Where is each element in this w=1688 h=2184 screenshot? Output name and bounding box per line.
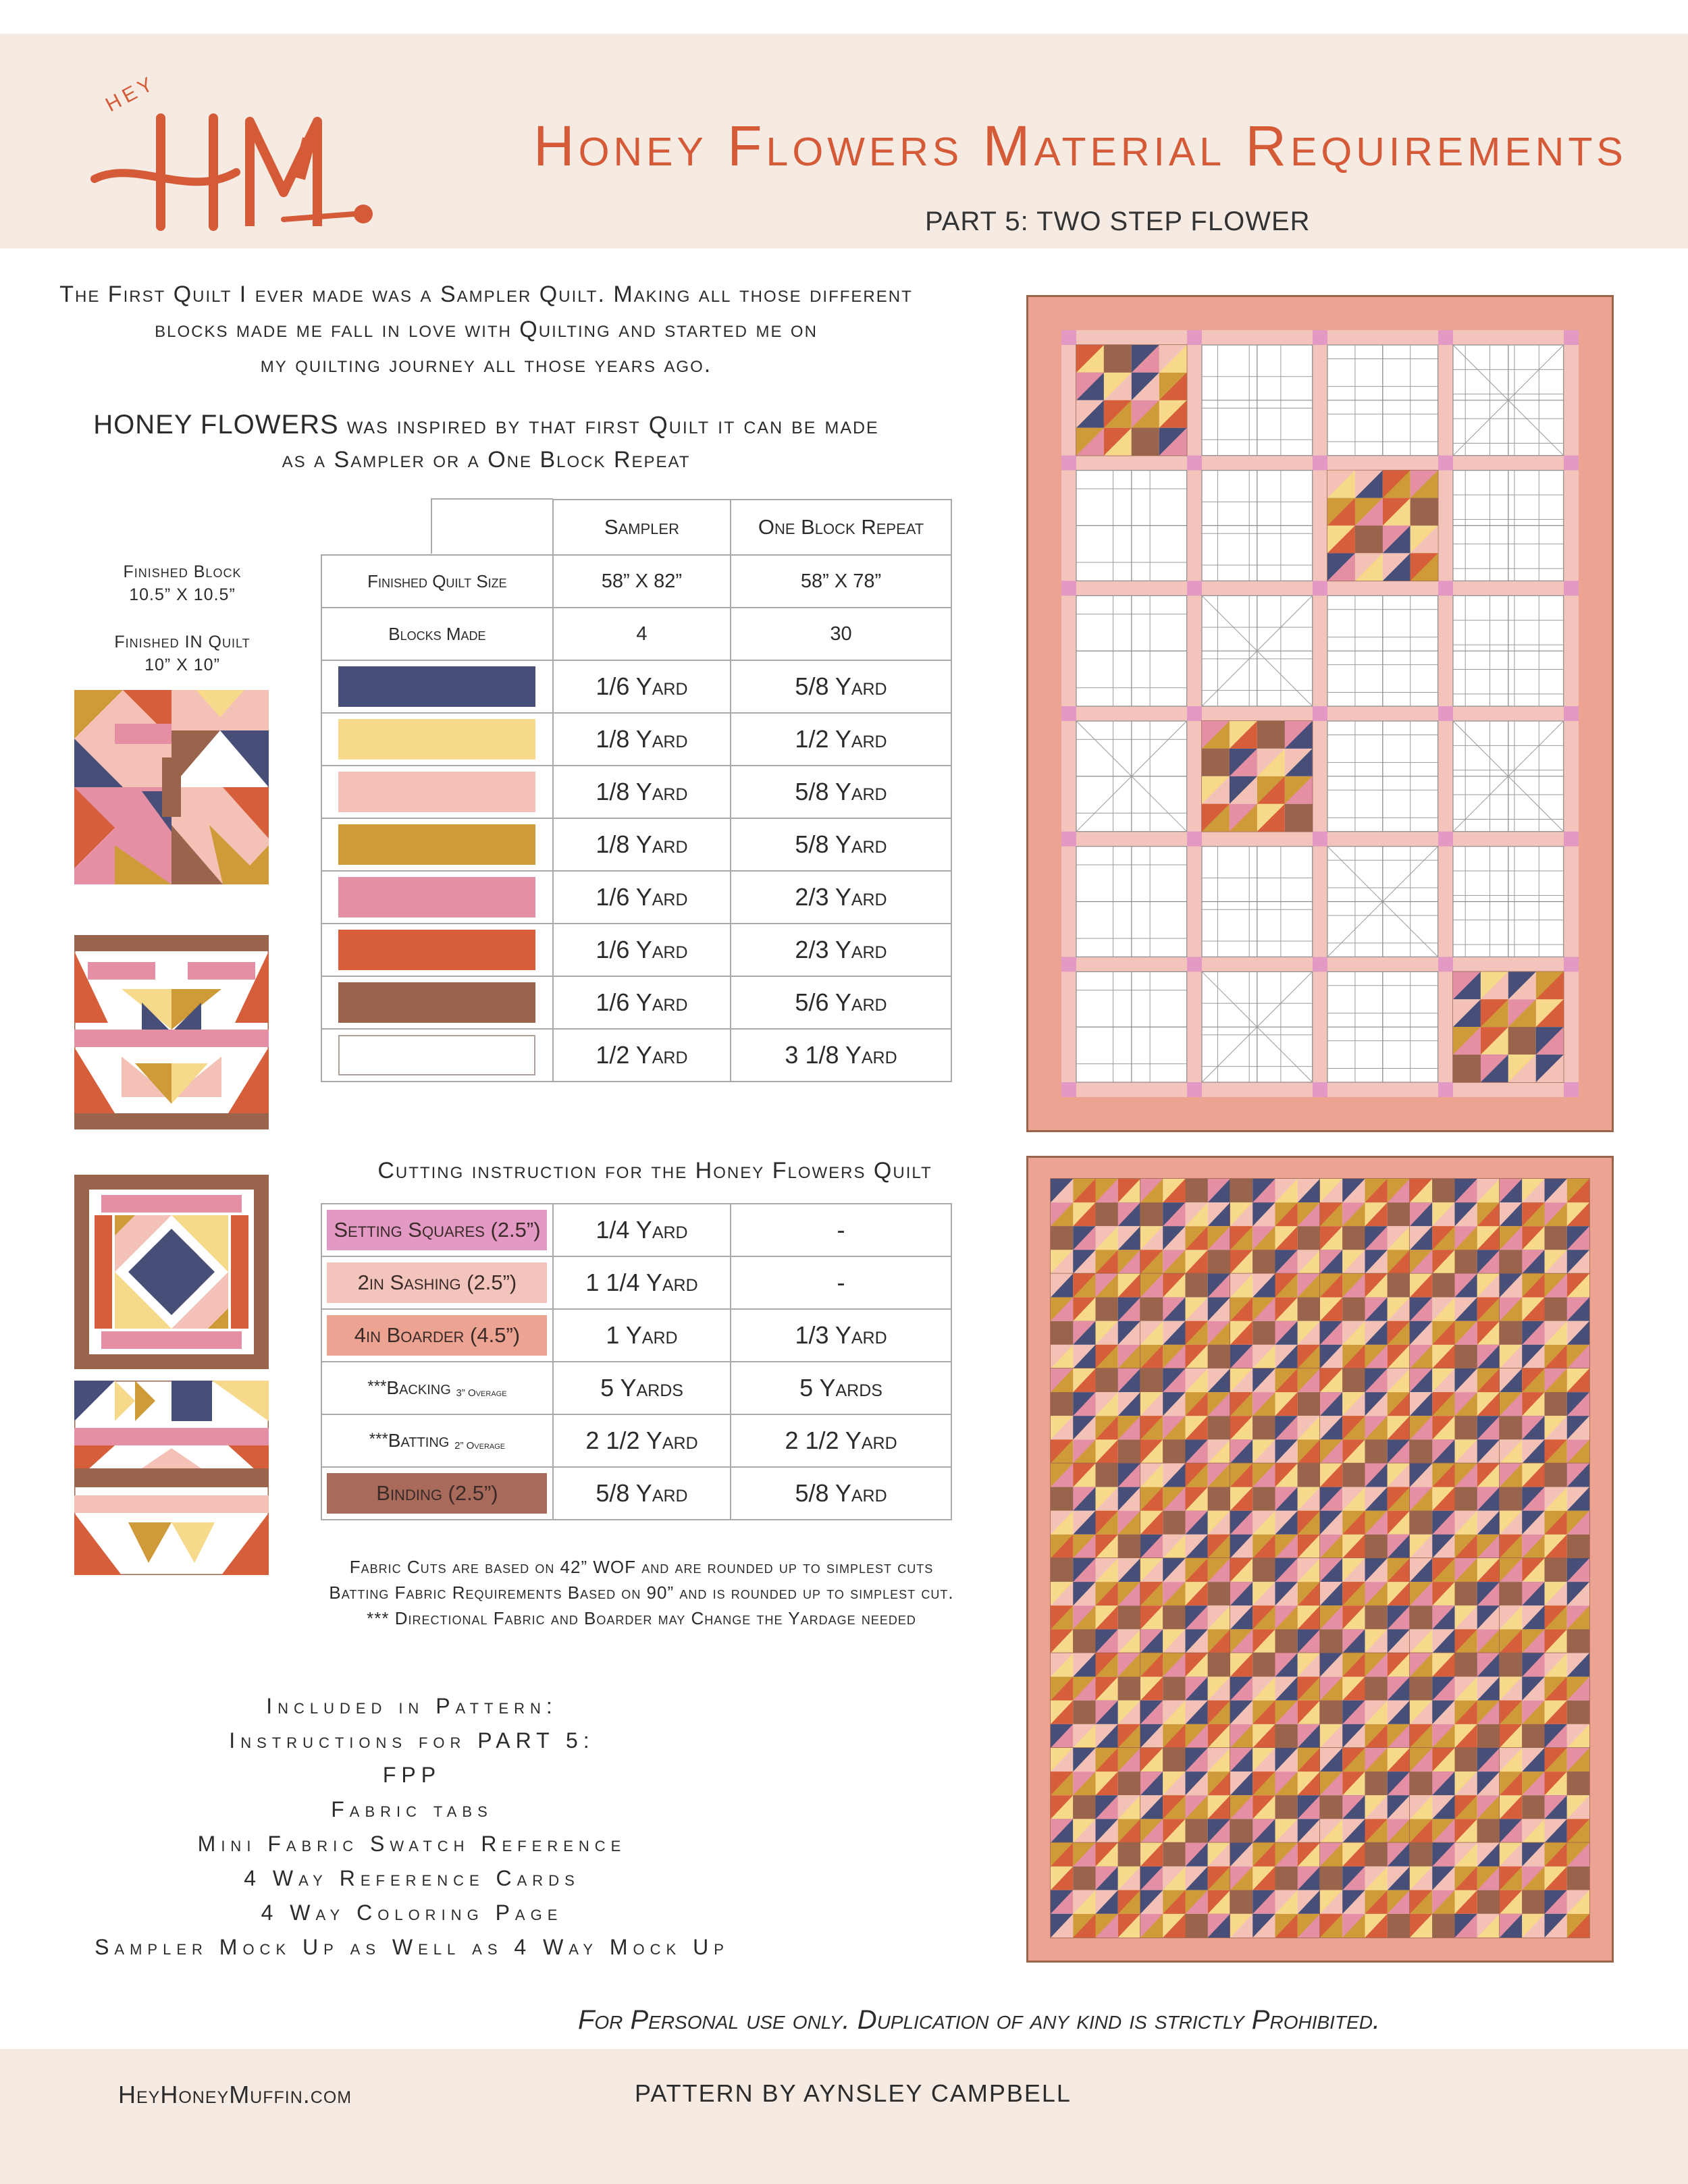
footer-band — [0, 2049, 1688, 2184]
repeat-block — [1140, 1368, 1230, 1464]
repeat-block — [1500, 1748, 1589, 1843]
fabric-sampler-yardage: 1/6 Yard — [553, 660, 731, 713]
material-table-header-sampler: Sampler — [553, 500, 731, 555]
repeat-block — [1500, 1464, 1589, 1559]
setting-square — [1187, 957, 1202, 971]
included-item: Mini Fabric Swatch Reference — [197, 1832, 627, 1856]
fabric-row — [321, 713, 951, 766]
repeat-block — [1140, 1274, 1230, 1369]
setting-square — [1438, 330, 1453, 345]
included-item: Instructions for PART 5: — [229, 1728, 595, 1753]
repeat-block — [1320, 1748, 1410, 1843]
setting-square — [1438, 456, 1453, 471]
setting-square — [1438, 957, 1453, 971]
repeat-block — [1410, 1368, 1500, 1464]
setting-square — [1061, 706, 1076, 721]
finished-in-quilt-label — [95, 631, 270, 676]
repeat-block — [1051, 1653, 1140, 1749]
repeat-block — [1230, 1748, 1320, 1843]
fabric-swatch-yellow — [338, 719, 535, 760]
fabric-swatch-cell — [321, 976, 553, 1029]
fabric-repeat-yardage: 5/8 Yard — [731, 660, 951, 713]
fabric-repeat-yardage: 5/8 Yard — [731, 818, 951, 871]
setting-square — [1061, 330, 1076, 345]
fabric-row — [321, 766, 951, 818]
cutting-repeat-yardage: - — [731, 1204, 951, 1256]
fabric-row — [321, 924, 951, 976]
fabric-swatch-white — [338, 1035, 535, 1075]
cutting-row — [321, 1467, 951, 1520]
finished-quilt-size-sampler: 58” X 82” — [553, 555, 731, 608]
fabric-swatch-pink — [338, 877, 535, 917]
cutting-repeat-yardage: 2 1/2 Yard — [731, 1414, 951, 1467]
repeat-block — [1410, 1653, 1500, 1749]
setting-square — [1061, 1082, 1076, 1097]
setting-square — [1438, 1082, 1453, 1097]
finished-in-quilt-title: Finished IN Quilt — [114, 633, 250, 651]
repeat-block — [1410, 1558, 1500, 1653]
setting-square — [1313, 706, 1327, 721]
cutting-label-cell — [321, 1309, 553, 1362]
block-variation-3 — [74, 1175, 269, 1369]
intro-line-3: my quilting journey all those years ago. — [260, 352, 712, 377]
setting-square — [1187, 456, 1202, 471]
border-label: 4in Boarder (4.5”) — [327, 1315, 547, 1356]
backing-note: 3” Overage — [456, 1387, 507, 1399]
fabric-swatch-cell — [321, 766, 553, 818]
repeat-block — [1230, 1274, 1320, 1369]
included-item: Sampler Mock Up as Well as 4 Way Mock Up — [95, 1935, 729, 1959]
sampler-quilt-mockup — [1026, 295, 1614, 1132]
fabric-swatch-cell — [321, 713, 553, 766]
repeat-block — [1500, 1274, 1589, 1369]
cutting-sampler-yardage: 5/8 Yard — [553, 1467, 731, 1520]
finished-quilt-size-label: Finished Quilt Size — [321, 555, 553, 608]
setting-square — [1313, 581, 1327, 595]
fabric-repeat-yardage: 1/2 Yard — [731, 713, 951, 766]
repeat-block — [1500, 1843, 1589, 1938]
repeat-block — [1500, 1368, 1589, 1464]
binding-label: Binding (2.5”) — [327, 1473, 547, 1514]
repeat-block — [1410, 1179, 1500, 1274]
setting-square — [1564, 456, 1579, 471]
fabric-swatch-cell — [321, 924, 553, 976]
repeat-block — [1051, 1368, 1140, 1464]
fabric-swatch-orange — [338, 930, 535, 970]
repeat-block — [1051, 1274, 1140, 1369]
included-item: Fabric tabs — [331, 1797, 493, 1821]
batting-prefix: *** — [369, 1430, 388, 1448]
fabric-repeat-yardage: 2/3 Yard — [731, 871, 951, 924]
setting-square — [1187, 330, 1202, 345]
repeat-block — [1320, 1843, 1410, 1938]
fabric-repeat-yardage: 5/6 Yard — [731, 976, 951, 1029]
repeat-block — [1140, 1464, 1230, 1559]
setting-square — [1564, 957, 1579, 971]
material-requirements-table — [321, 499, 952, 1082]
blocks-made-repeat: 30 — [731, 608, 951, 660]
fabric-sampler-yardage: 1/6 Yard — [553, 924, 731, 976]
cutting-sampler-yardage: 1/4 Yard — [553, 1204, 731, 1256]
repeat-block — [1320, 1179, 1410, 1274]
block-variation-2 — [74, 935, 269, 1129]
blocks-made-sampler: 4 — [553, 608, 731, 660]
cutting-sampler-yardage: 1 1/4 Yard — [553, 1256, 731, 1309]
setting-square — [1187, 1082, 1202, 1097]
setting-square — [1187, 832, 1202, 847]
repeat-block — [1320, 1274, 1410, 1369]
cutting-repeat-yardage: 5/8 Yard — [731, 1467, 951, 1520]
fabric-swatch-cell — [321, 660, 553, 713]
repeat-block — [1051, 1843, 1140, 1938]
website-link[interactable]: HeyHoneyMuffin.com — [118, 2081, 352, 2108]
setting-square — [1187, 706, 1202, 721]
repeat-block — [1500, 1179, 1589, 1274]
fabric-swatch-light-pink — [338, 772, 535, 812]
batting-label — [321, 1414, 553, 1467]
setting-square — [1438, 706, 1453, 721]
intro-line-1: The First Quilt I ever made was a Sampler Quilt. Making all those different — [59, 282, 913, 307]
repeat-block — [1140, 1179, 1230, 1274]
setting-square — [1061, 581, 1076, 595]
repeat-block — [1051, 1179, 1140, 1274]
page-title: Honey Flowers Material Requirements — [533, 114, 1627, 178]
cutting-row — [321, 1204, 951, 1256]
setting-square — [1438, 581, 1453, 595]
repeat-block — [1320, 1368, 1410, 1464]
repeat-block — [1230, 1558, 1320, 1653]
fabric-row — [321, 660, 951, 713]
cutting-row — [321, 1414, 951, 1467]
fabric-sampler-yardage: 1/6 Yard — [553, 976, 731, 1029]
setting-square — [1061, 832, 1076, 847]
setting-square — [1564, 1082, 1579, 1097]
cutting-repeat-yardage: 5 Yards — [731, 1362, 951, 1414]
repeat-block — [1410, 1843, 1500, 1938]
intro-line-5: as a Sampler or a One Block Repeat — [282, 447, 691, 473]
repeat-block — [1051, 1464, 1140, 1559]
material-table-header-row — [321, 500, 951, 555]
backing-text: Backing — [386, 1377, 451, 1398]
material-table-corner — [321, 500, 553, 555]
included-item: 4 Way Reference Cards — [244, 1866, 580, 1890]
finished-in-quilt-size: 10” X 10” — [144, 656, 220, 674]
repeat-block — [1410, 1274, 1500, 1369]
note-line-1: Fabric Cuts are based on 42” WOF and are rounded up to simplest cuts — [349, 1557, 934, 1577]
included-item: 4 Way Coloring Page — [261, 1900, 563, 1925]
intro-line-2: blocks made me fall in love with Quilting and started me on — [155, 317, 818, 342]
repeat-quilt-mockup — [1026, 1156, 1614, 1963]
setting-square — [1187, 581, 1202, 595]
logo-small-text: HEY — [102, 71, 160, 117]
finished-block-size: 10.5” X 10.5” — [129, 585, 236, 604]
fabric-swatch-cell — [321, 871, 553, 924]
repeat-block — [1320, 1653, 1410, 1749]
fabric-row — [321, 871, 951, 924]
backing-label — [321, 1362, 553, 1414]
backing-prefix: *** — [367, 1377, 387, 1395]
fabric-row — [321, 1029, 951, 1082]
setting-squares-label: Setting Squares (2.5”) — [327, 1210, 547, 1250]
setting-square — [1061, 957, 1076, 971]
fabric-sampler-yardage: 1/8 Yard — [553, 766, 731, 818]
cutting-sampler-yardage: 5 Yards — [553, 1362, 731, 1414]
repeat-block — [1140, 1843, 1230, 1938]
fabric-sampler-yardage: 1/6 Yard — [553, 871, 731, 924]
batting-text: Batting — [388, 1430, 450, 1451]
finished-quilt-size-repeat: 58” X 78” — [731, 555, 951, 608]
cutting-row — [321, 1362, 951, 1414]
cutting-repeat-yardage: - — [731, 1256, 951, 1309]
fabric-sampler-yardage: 1/8 Yard — [553, 713, 731, 766]
cutting-row — [321, 1309, 951, 1362]
repeat-block — [1320, 1464, 1410, 1559]
fabric-repeat-yardage: 5/8 Yard — [731, 766, 951, 818]
fabric-row — [321, 818, 951, 871]
repeat-block — [1410, 1464, 1500, 1559]
fabric-swatch-navy — [338, 666, 535, 707]
table-row — [321, 608, 951, 660]
setting-square — [1061, 456, 1076, 471]
repeat-block — [1500, 1558, 1589, 1653]
repeat-block — [1500, 1653, 1589, 1749]
repeat-block — [1320, 1558, 1410, 1653]
setting-square — [1313, 957, 1327, 971]
setting-square — [1313, 1082, 1327, 1097]
block-variation-1 — [74, 690, 269, 884]
fabric-row — [321, 976, 951, 1029]
finished-block-title: Finished Block — [123, 562, 242, 581]
blocks-made-label: Blocks Made — [321, 608, 553, 660]
setting-square — [1564, 581, 1579, 595]
repeat-block — [1230, 1843, 1320, 1938]
batting-note: 2” Overage — [454, 1440, 506, 1451]
fabric-repeat-yardage: 2/3 Yard — [731, 924, 951, 976]
repeat-block — [1230, 1179, 1320, 1274]
repeat-block — [1140, 1558, 1230, 1653]
repeat-block — [1140, 1748, 1230, 1843]
fabric-sampler-yardage: 1/2 Yard — [553, 1029, 731, 1082]
hey-honey-muffin-logo — [81, 57, 378, 240]
repeat-block — [1230, 1464, 1320, 1559]
included-item: Included in Pattern: — [266, 1694, 558, 1718]
cutting-label-cell — [321, 1256, 553, 1309]
fabric-swatch-mustard — [338, 824, 535, 865]
repeat-block — [1230, 1653, 1320, 1749]
intro-pattern-name: HONEY FLOWERS — [93, 410, 339, 440]
repeat-block — [1140, 1653, 1230, 1749]
cutting-row — [321, 1256, 951, 1309]
repeat-block — [1230, 1368, 1320, 1464]
setting-square — [1438, 832, 1453, 847]
fabric-repeat-yardage: 3 1/8 Yard — [731, 1029, 951, 1082]
cutting-title: Cutting instruction for the Honey Flowers Quilt — [377, 1158, 932, 1183]
block-variation-4 — [74, 1381, 269, 1575]
setting-square — [1313, 330, 1327, 345]
material-table-header-repeat: One Block Repeat — [731, 500, 951, 555]
repeat-block — [1410, 1748, 1500, 1843]
setting-square — [1313, 832, 1327, 847]
finished-block-label — [101, 560, 263, 606]
table-row — [321, 555, 951, 608]
sashing-label: 2in Sashing (2.5”) — [327, 1262, 547, 1303]
setting-square — [1313, 456, 1327, 471]
intro-line-4-rest: was inspired by that first Quilt it can be made — [338, 411, 879, 439]
cutting-table — [321, 1203, 952, 1520]
page-subtitle: PART 5: TWO STEP FLOWER — [925, 207, 1311, 236]
included-item: FPP — [382, 1763, 442, 1787]
cutting-repeat-yardage: 1/3 Yard — [731, 1309, 951, 1362]
cutting-label-cell — [321, 1204, 553, 1256]
disclaimer: For Personal use only. Duplication of any kind is strictly Prohibited. — [577, 2005, 1381, 2035]
note-line-3: *** Directional Fabric and Boarder may Change the Yardage needed — [367, 1608, 916, 1628]
fabric-swatch-cell — [321, 818, 553, 871]
cutting-label-cell — [321, 1467, 553, 1520]
note-line-2: Batting Fabric Requirements Based on 90” and is rounded up to simplest cut. — [329, 1582, 954, 1603]
pattern-credit: PATTERN BY AYNSLEY CAMPBELL — [635, 2079, 1072, 2107]
cutting-sampler-yardage: 2 1/2 Yard — [553, 1414, 731, 1467]
repeat-block — [1051, 1558, 1140, 1653]
setting-square — [1564, 706, 1579, 721]
setting-square — [1564, 330, 1579, 345]
intro-line-4 — [0, 407, 972, 443]
fabric-sampler-yardage: 1/8 Yard — [553, 818, 731, 871]
fabric-swatch-brown — [338, 982, 535, 1023]
cutting-sampler-yardage: 1 Yard — [553, 1309, 731, 1362]
fabric-swatch-cell — [321, 1029, 553, 1082]
setting-square — [1564, 832, 1579, 847]
repeat-block — [1051, 1748, 1140, 1843]
